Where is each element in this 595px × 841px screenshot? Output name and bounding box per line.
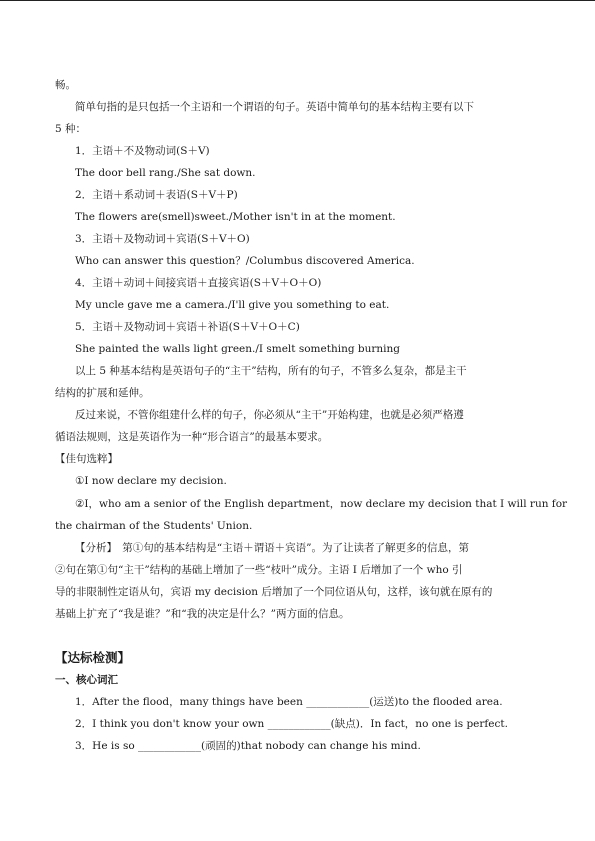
section-heading: 【达标检测】 <box>55 650 131 665</box>
top-border-line <box>0 0 595 1</box>
text-line: 1．主语＋不及物动词(S＋V) <box>75 145 210 157</box>
text-line: 5 种： <box>55 123 87 135</box>
analysis-line: ②句在第①句“主干”结构的基础上增加了一些“枝叶”成分。主语 I 后增加了一个 who 引 <box>55 564 463 576</box>
example-sentence: Who can answer this question？/Columbus discovered America. <box>75 255 415 267</box>
text-line: 2．主语＋系动词＋表语(S＋V＋P) <box>75 189 238 201</box>
text-line: 5．主语＋及物动词＋宾语＋补语(S＋V＋O＋C) <box>75 321 300 333</box>
example-sentence: My uncle gave me a camera./I'll give you something to eat. <box>75 299 390 311</box>
example-sentence: The door bell rang./She sat down. <box>75 167 256 179</box>
analysis-line: 【分析】 第①句的基本结构是“主语＋谓语＋宾语”。为了让读者了解更多的信息，第 <box>75 542 469 554</box>
exercise-item: 1．After the flood，many things have been ____________(运送)to the flooded area. <box>75 696 503 708</box>
example-sentence: The flowers are(smell)sweet./Mother isn't in at the moment. <box>75 211 396 223</box>
exercise-item: 3．He is so ____________(顽固的)that nobody can change his mind. <box>75 740 421 752</box>
example-sentence: ②I，who am a senior of the English department，now declare my decision that I will run for <box>75 498 568 510</box>
exercise-item: 2．I think you don't know your own ____________(缺点)．In fact，no one is perfect. <box>75 718 508 730</box>
example-sentence: She painted the walls light green./I smelt something burning <box>75 343 400 355</box>
text-line: 4．主语＋动词＋间接宾语＋直接宾语(S＋V＋O＋O) <box>75 277 322 289</box>
text-line: 简单句指的是只包括一个主语和一个谓语的句子。英语中简单句的基本结构主要有以下 <box>75 101 474 113</box>
example-sentence: ①I now declare my decision. <box>75 475 227 487</box>
text-line: 循语法规则，这是英语作为一种“形合语言”的最基本要求。 <box>55 431 329 443</box>
text-line: 反过来说，不管你组建什么样的句子，你必须从“主干”开始构建，也就是必须严格遵 <box>75 409 464 421</box>
analysis-line: 导的非限制性定语从句，宾语 my decision 后增加了一个同位语从句，这样，该句就在原有的 <box>55 586 493 598</box>
subsection-heading: 一、核心词汇 <box>55 674 118 686</box>
text-line: 以上 5 种基本结构是英语句子的“主干”结构，所有的句子，不管多么复杂，都是主干 <box>75 365 467 377</box>
analysis-line: 基础上扩充了“我是谁？”和“我的决定是什么？”两方面的信息。 <box>55 608 350 620</box>
text-line: 结构的扩展和延伸。 <box>55 387 150 399</box>
text-line: 畅。 <box>55 79 76 91</box>
section-label: 【佳句选粹】 <box>55 453 118 465</box>
text-line: 3．主语＋及物动词＋宾语(S＋V＋O) <box>75 233 250 245</box>
example-sentence: the chairman of the Students' Union. <box>55 520 253 532</box>
